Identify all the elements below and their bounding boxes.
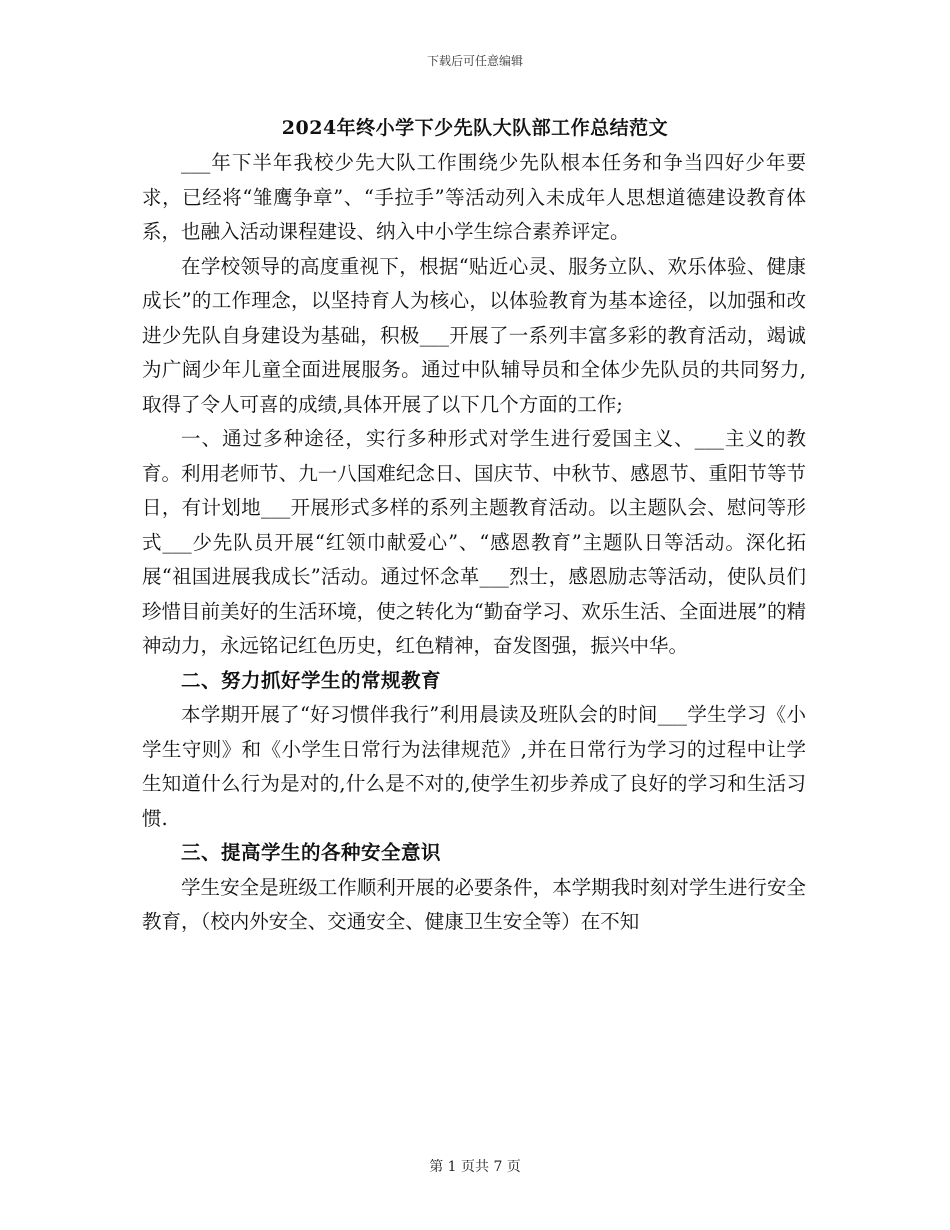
paragraph-principles: 在学校领导的高度重视下，根据“贴近心灵、服务立队、欢乐体验、健康成长”的工作理念，以坚持育人为核心，以体验教育为基本途径，以加强和改进少先队自身建设为基础，积极___开展了一系列丰富多彩的教育活动，竭诚为广阔少年儿童全面进展服务。通过中队辅导员和全体少先队员的共同努力,取得了令人可喜的成绩,具体开展了以下几个方面的工作;	[142, 254, 806, 416]
section-heading-safety-awareness: 三、提高学生的各种安全意识	[181, 841, 442, 864]
section-heading-routine-education: 二、努力抓好学生的常规教育	[181, 668, 442, 692]
document-body	[142, 146, 806, 940]
paragraph-intro: ___年下半年我校少先大队工作围绕少先队根本任务和争当四好少年要求，已经将“雏鹰争章”、“手拉手”等活动列入未成年人思想道德建设教育体系，也融入活动课程建设、纳入中小学生综合素养评定。	[142, 151, 806, 243]
document-title: 2024年终小学下少先队大队部工作总结范文	[281, 117, 669, 139]
paragraph-routine-education: 本学期开展了“好习惯伴我行”利用晨读及班队会的时间___学生学习《小学生守则》和《小学生日常行为法律规范》,并在日常行为学习的过程中让学生知道什么行为是对的,什么是不对的,使学生初步养成了良好的学习和生活习惯.	[142, 703, 806, 830]
paragraph-section-one: 一、通过多种途径，实行多种形式对学生进行爱国主义、___主义的教育。利用老师节、九一八国难纪念日、国庆节、中秋节、感恩节、重阳节等节日，有计划地___开展形式多样的系列主题教育活动。以主题队会、慰问等形式___少先队员开展“红领巾献爱心”、“感恩教育”主题队日等活动。深化拓展“祖国进展我成长”活动。通过怀念革___烈士，感恩励志等活动，使队员们珍惜目前美好的生活环境，使之转化为“勤奋学习、欢乐生活、全面进展”的精神动力，永远铭记红色历史，红色精神，奋发图强，振兴中华。	[142, 427, 806, 657]
page-number-footer: 第 1 页共 7 页	[429, 1159, 521, 1175]
paragraph-safety-awareness: 学生安全是班级工作顺利开展的必要条件，本学期我时刻对学生进行安全教育，（校内外安全、交通安全、健康卫生安全等）在不知	[142, 875, 806, 933]
page-header-note: 下载后可任意编辑	[426, 54, 523, 68]
